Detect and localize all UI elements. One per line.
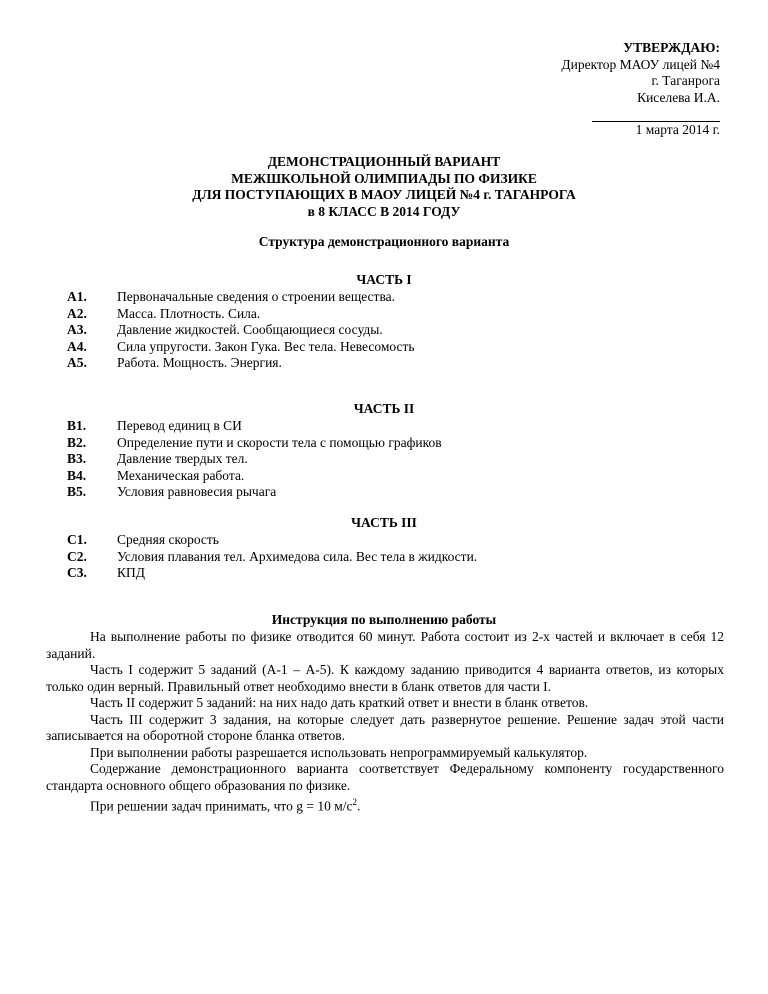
instruction-paragraph: Часть III содержит 3 задания, на которые следует дать развернутое решение. Решение задач этой части записывается на оборотной стороне бланка ответов. [46,711,724,743]
item-code: С3. [67,565,87,580]
item-code: В5. [67,484,87,499]
item-code: А3. [67,322,87,337]
item-text: Средняя скорость [117,532,219,547]
list-item [67,289,415,306]
approval-city: г. Таганрога [651,73,720,88]
instruction-paragraph: Часть I содержит 5 заданий (А-1 – А-5). К каждому заданию приводится 4 варианта ответов, из которых только один верный. Правильный ответ необходимо внести в бланк ответов для части I. [46,662,724,694]
item-text: Давление жидкостей. Сообщающиеся сосуды. [117,322,383,337]
instruction-paragraph: Содержание демонстрационного варианта соответствует Федеральному компоненту государственного стандарта основного общего образования по физике. [46,761,724,793]
list-item [67,418,442,435]
title-line-2: МЕЖШКОЛЬНОЙ ОЛИМПИАДЫ ПО ФИЗИКЕ [231,170,537,186]
gravity-exponent: 2 [352,797,358,807]
list-item [67,468,442,485]
instruction-paragraph: При выполнении работы разрешается использовать непрограммируемый калькулятор. [90,744,588,760]
title-line-1: ДЕМОНСТРАЦИОННЫЙ ВАРИАНТ [267,154,501,169]
list-item [67,565,477,582]
signature-line [592,109,720,122]
item-text: Первоначальные сведения о строении вещества. [117,289,396,304]
part-2-title: ЧАСТЬ II [353,401,415,416]
instruction-paragraph: Часть II содержит 5 заданий: на них надо дать краткий ответ и внести в бланк ответов. [90,695,589,710]
part-1-list [67,289,415,372]
item-code: А4. [67,338,87,354]
item-code: С1. [67,532,87,547]
title-line-3: ДЛЯ ПОСТУПАЮЩИХ В МАОУ ЛИЦЕЙ №4 г. ТАГАНРОГА [192,187,576,202]
item-text: Работа. Мощность. Энергия. [117,355,282,370]
list-item [67,322,415,339]
approval-header: УТВЕРЖДАЮ: [623,40,720,55]
gravity-text: При решении задач принимать, что g = 10 м/с [90,798,353,814]
part-3-list [67,532,477,582]
list-item [67,451,442,468]
part-2-list [67,418,442,501]
item-text: Перевод единиц в СИ [117,418,242,433]
structure-heading: Структура демонстрационного варианта [258,234,510,249]
list-item [67,435,442,452]
list-item [67,484,442,501]
item-text: Сила упругости. Закон Гука. Вес тела. Невесомость [117,338,415,354]
item-text: КПД [117,565,145,580]
instructions-title: Инструкция по выполнению работы [271,612,497,627]
item-code: В3. [67,451,87,466]
item-text: Условия равновесия рычага [117,484,277,499]
part-3-title: ЧАСТЬ III [351,515,417,530]
item-text: Определение пути и скорости тела с помощью графиков [117,434,442,450]
list-item [67,339,415,356]
gravity-period: . [357,798,361,814]
document-title [0,154,768,220]
item-text: Масса. Плотность. Сила. [117,305,261,321]
item-code: В2. [67,434,87,450]
part-1-title: ЧАСТЬ I [356,272,412,287]
approval-position: Директор МАОУ лицей №4 [561,56,720,72]
item-text: Механическая работа. [117,467,245,483]
list-item [67,532,477,549]
item-text: Условия плавания тел. Архимедова сила. Вес тела в жидкости. [117,548,478,564]
approval-block [561,40,720,139]
item-code: А2. [67,305,87,321]
instruction-paragraph [46,794,724,815]
title-line-4: в 8 КЛАСС В 2014 ГОДУ [307,203,461,219]
item-code: В4. [67,467,87,483]
list-item [67,306,415,323]
instruction-paragraph: На выполнение работы по физике отводится 60 минут. Работа состоит из 2-х частей и включает в себя 12 заданий. [46,629,724,661]
item-code: С2. [67,548,87,564]
approval-name: Киселева И.А. [637,89,720,105]
item-code: А5. [67,355,87,370]
item-text: Давление твердых тел. [117,451,248,466]
instructions-body [46,629,724,815]
approval-date: 1 марта 2014 г. [635,122,720,137]
list-item [67,355,415,372]
item-code: В1. [67,418,87,433]
list-item [67,549,477,566]
item-code: А1. [67,289,87,304]
